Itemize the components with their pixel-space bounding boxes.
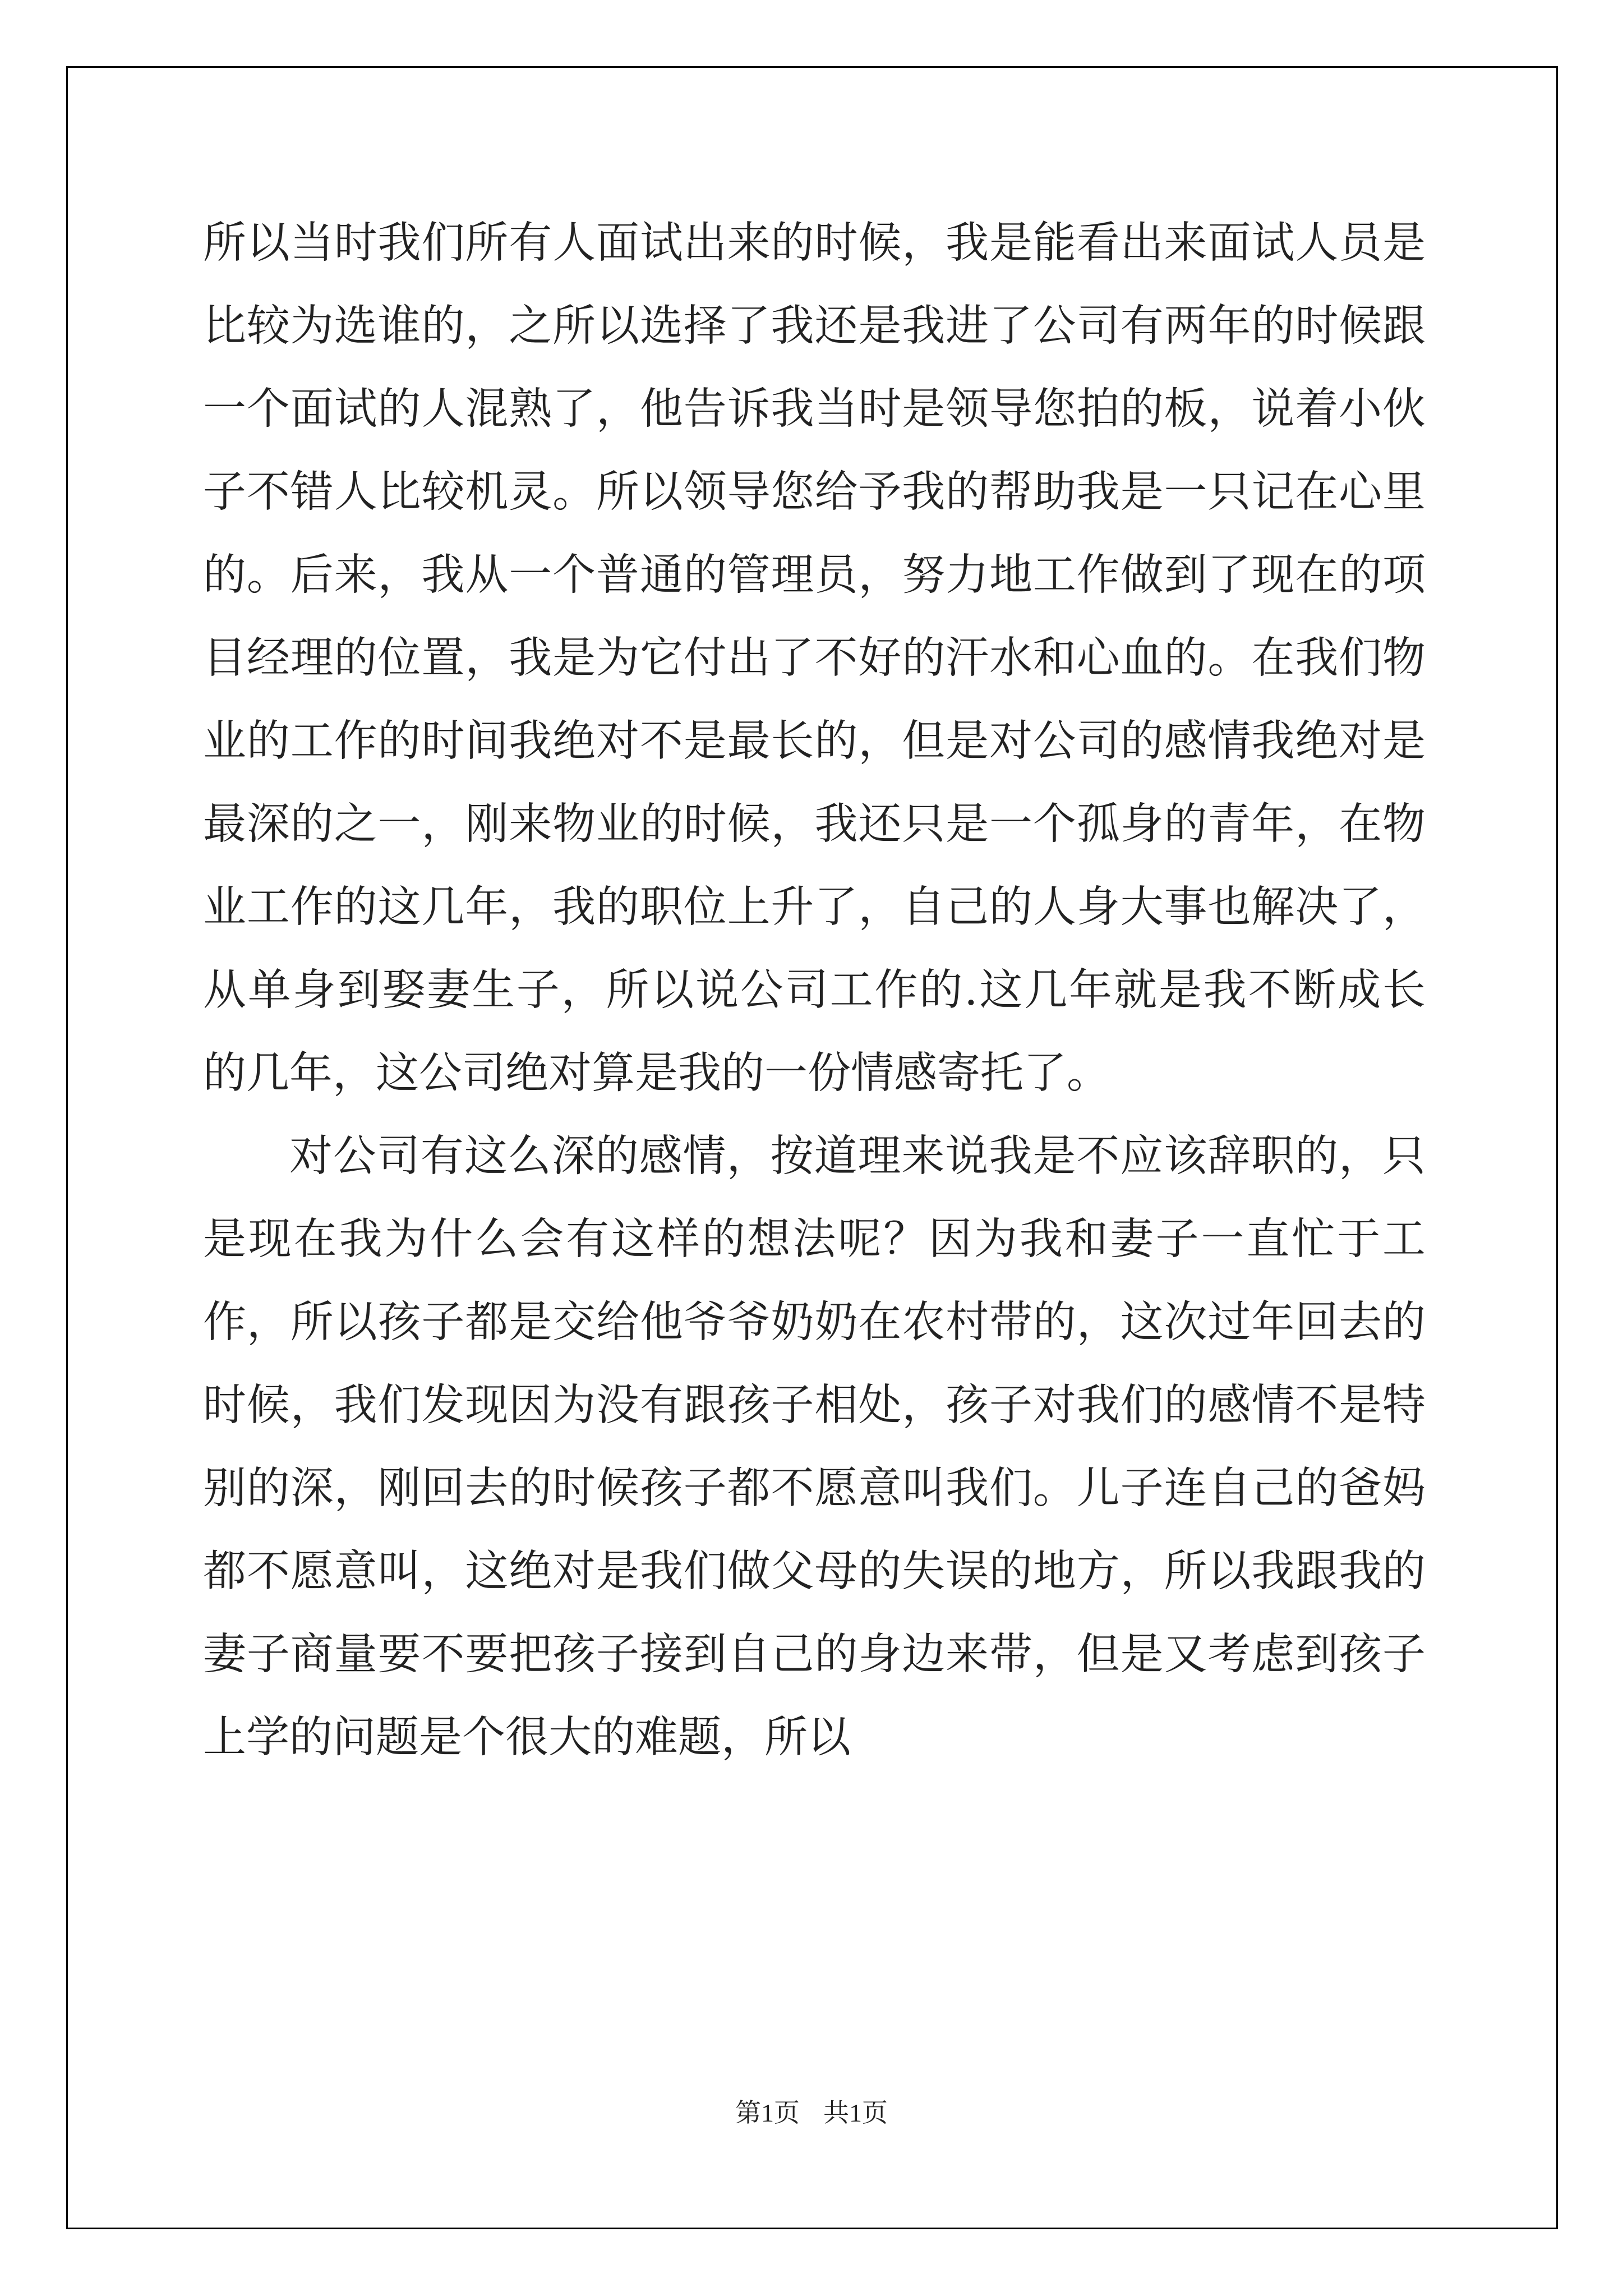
page-number: 第1页 bbox=[735, 2099, 800, 2127]
paragraph-1: 所以当时我们所有人面试出来的时候，我是能看出来面试人员是比较为选谁的，之所以选择了我还是我进了公司有两年的时候跟一个面试的人混熟了，他告诉我当时是领导您拍的板，说着小伙子不错人比较机灵。所以领导您给予我的帮助我是一只记在心里的。后来，我从一个普通的管理员，努力地工作做到了现在的项目经理的位置，我是为它付出了不好的汗水和心血的。在我们物业的工作的时间我绝对不是最长的，但是对公司的感情我绝对是最深的之一，刚来物业的时候，我还只是一个孤身的青年，在物业工作的这几年，我的职位上升了，自己的人身大事也解决了，从单身到娶妻生子，所以说公司工作的.这几年就是我不断成长的几年，这公司绝对算是我的一份情感寄托了。 bbox=[203, 218, 1426, 1098]
page-total: 共1页 bbox=[823, 2099, 888, 2127]
document-body bbox=[203, 202, 1426, 1779]
page-footer bbox=[0, 2092, 1623, 2129]
paragraph-2: 对公司有这么深的感情，按道理来说我是不应该辞职的，只是现在我为什么会有这样的想法呢？因为我和妻子一直忙于工作，所以孩子都是交给他爷爷奶奶在农村带的，这次过年回去的时候，我们发现因为没有跟孩子相处，孩子对我们的感情不是特别的深，刚回去的时候孩子都不愿意叫我们。儿子连自己的爸妈都不愿意叫，这绝对是我们做父母的失误的地方，所以我跟我的妻子商量要不要把孩子接到自己的身边来带，但是又考虑到孩子上学的问题是个很大的难题，所以 bbox=[203, 1131, 1426, 1763]
